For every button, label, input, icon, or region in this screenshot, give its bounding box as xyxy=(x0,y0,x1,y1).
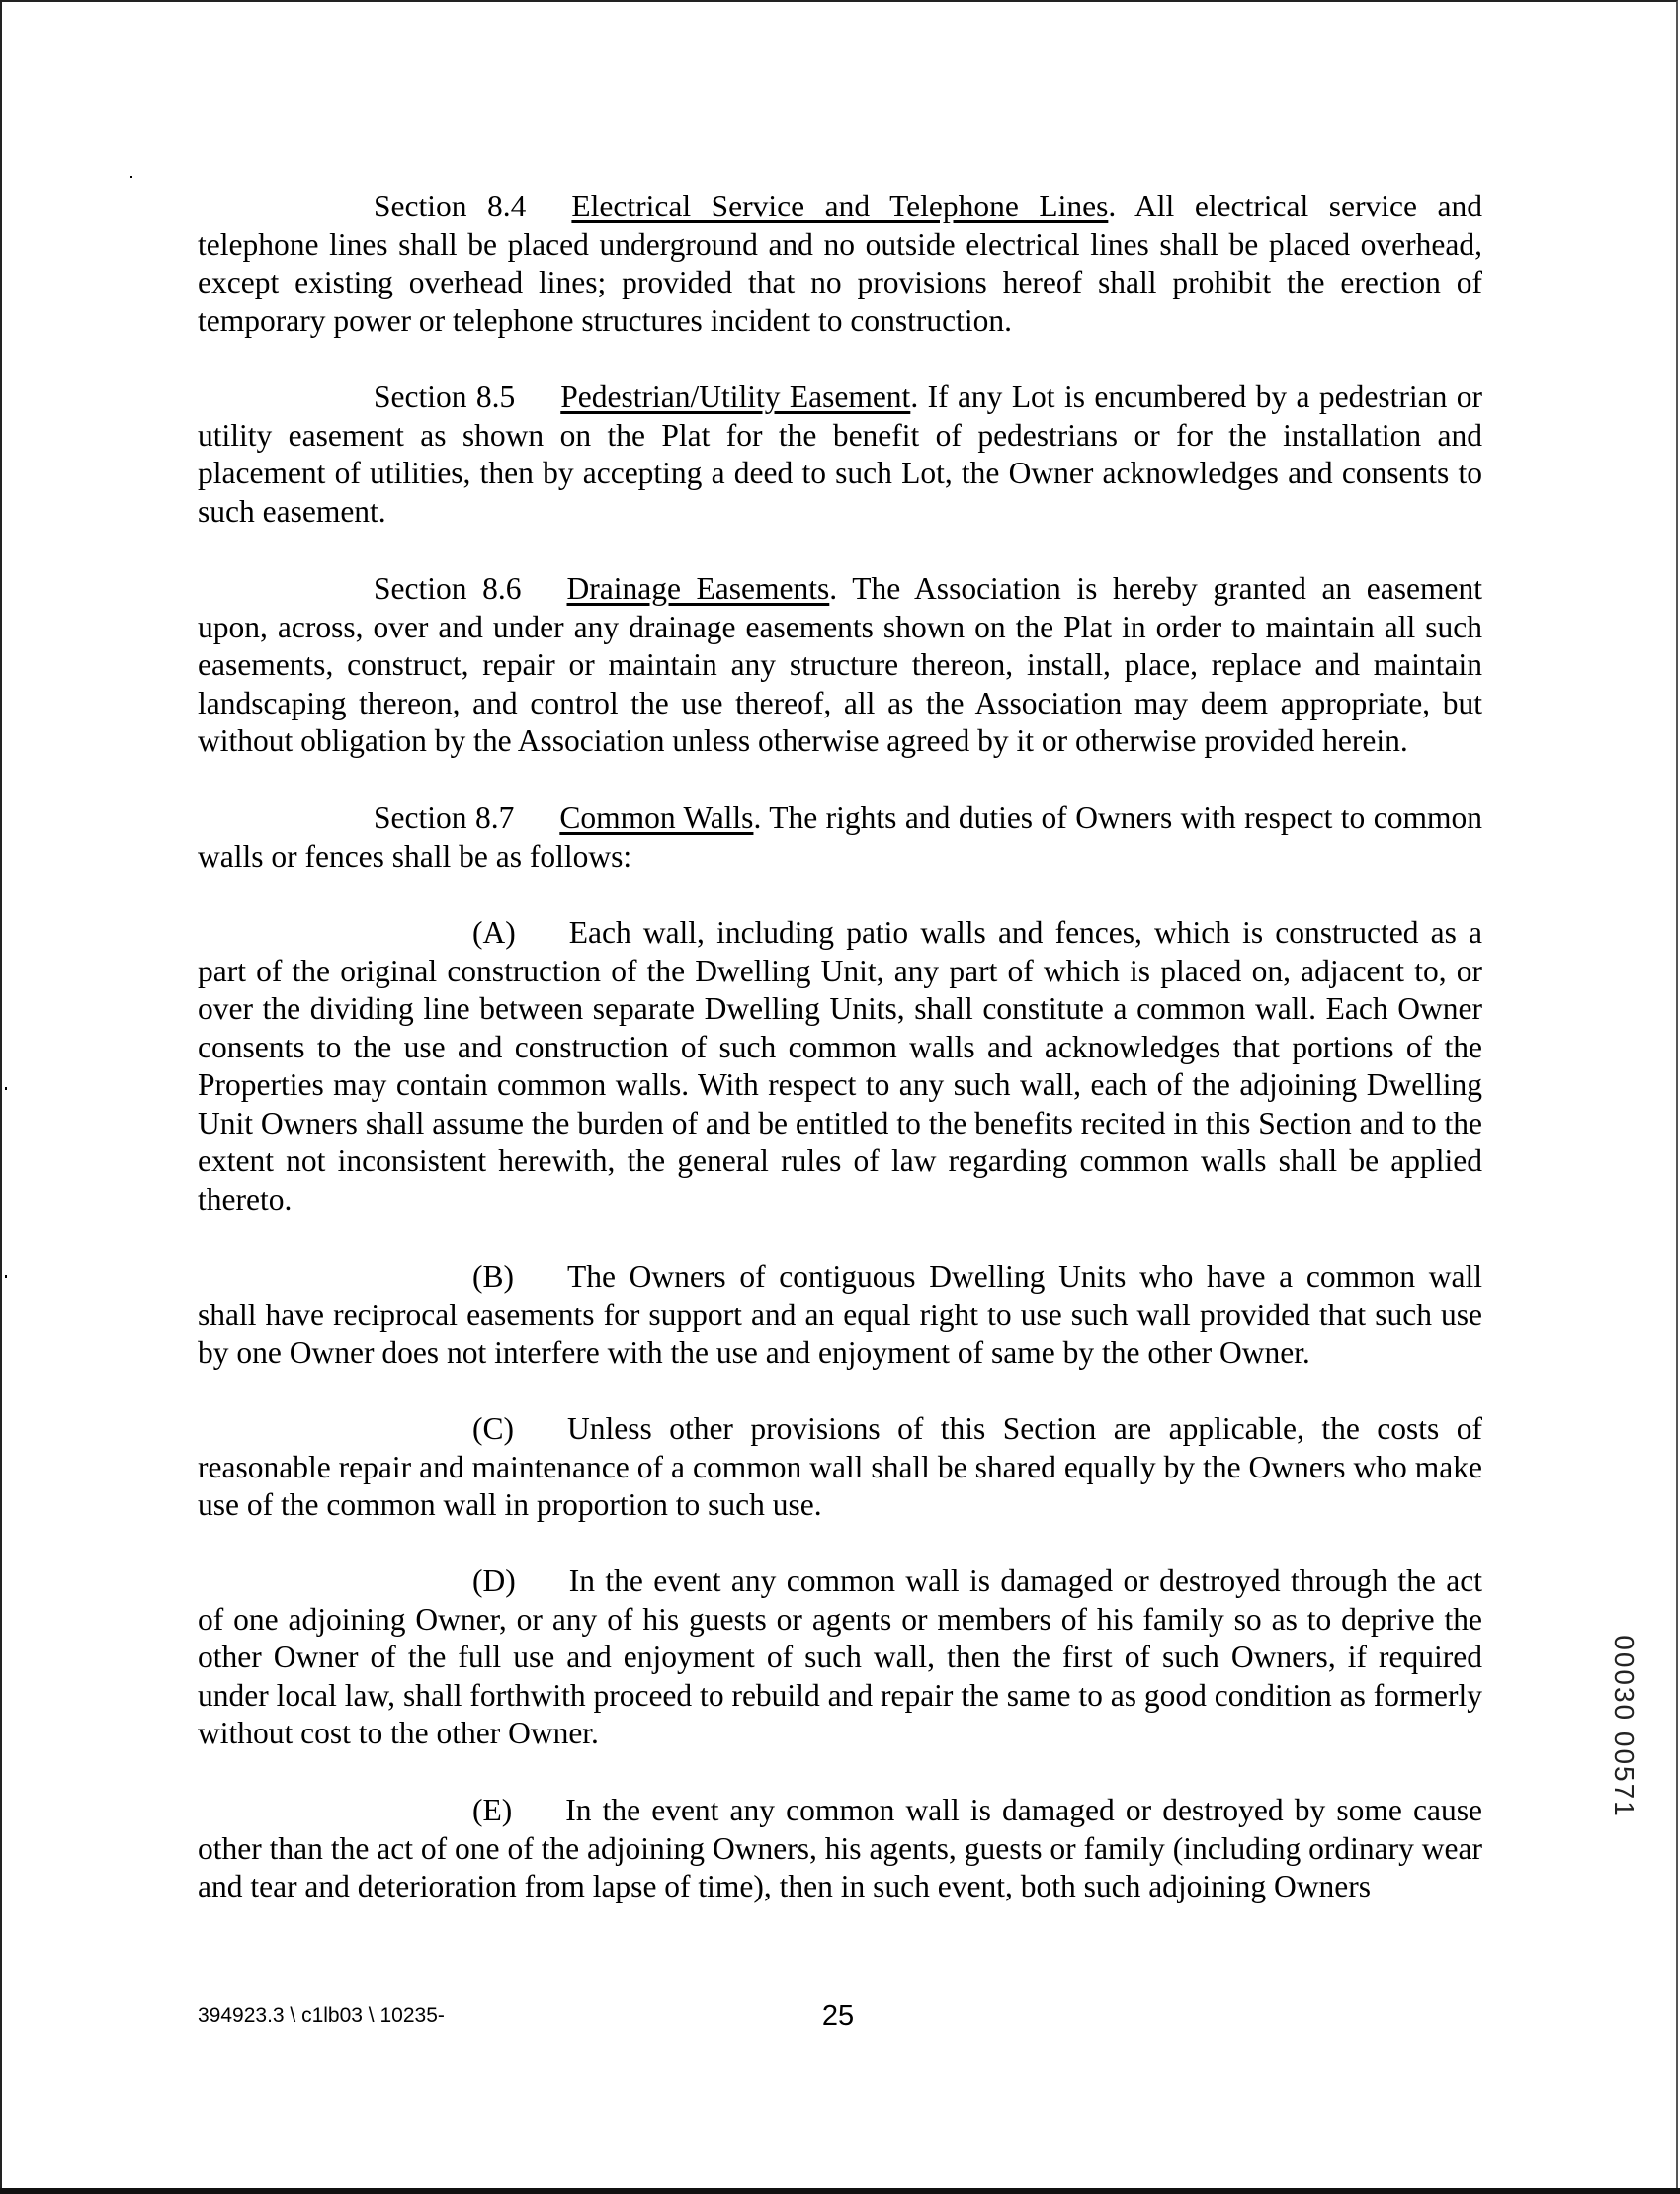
section-8-6 xyxy=(198,570,1482,761)
subsection-e xyxy=(198,1792,1482,1906)
section-label: Section 8.6 xyxy=(374,571,522,606)
margin-stamp-text: 00030 00571 xyxy=(1609,1635,1639,1818)
section-label: Section 8.7 xyxy=(374,801,515,835)
subsection-c xyxy=(198,1410,1482,1525)
section-body: . The Association is hereby granted an easement upon, across, over and under any drainage easements shown on the Plat in order to maintain all such easements, construct, repair or maintain any structure thereon, install, place, replace and maintain landscaping thereon, and control the use thereof, all as the Association may deem appropriate, but without obligation by the Association unless otherwise agreed by it or otherwise provided herein. xyxy=(198,571,1482,758)
subsection-body: The Owners of contiguous Dwelling Units who have a common wall shall have reciprocal easements for support and an equal right to use such wall provided that such use by one Owner does not interfere with the use and enjoyment of same by the other Owner. xyxy=(198,1259,1482,1370)
subsection-label: (E) xyxy=(472,1793,513,1827)
subsection-body: Each wall, including patio walls and fences, which is constructed as a part of the original construction of the Dwelling Unit, any part of which is placed on, adjacent to, or over the dividing line between separate Dwelling Units, shall constitute a common wall. Each Owner consents to the use and construction of such common walls and acknowledges that portions of the Properties may contain common walls. With respect to any such wall, each of the adjoining Dwelling Unit Owners shall assume the burden of and be entitled to the benefits recited in this Section and to the extent not inconsistent herewith, the general rules of law regarding common walls shall be applied thereto. xyxy=(198,915,1482,1217)
subsection-label: (D) xyxy=(472,1563,516,1598)
margin-stamp xyxy=(1607,1593,1640,1860)
section-body: . The rights and duties of Owners with respect to common walls or fences shall be as follows: xyxy=(198,801,1482,874)
section-8-7 xyxy=(198,800,1482,876)
subsection-d xyxy=(198,1562,1482,1753)
subsection-label: (B) xyxy=(472,1259,514,1294)
section-title: Pedestrian/Utility Easement xyxy=(560,380,911,414)
subsection-body: In the event any common wall is damaged or destroyed by some cause other than the act of one of the adjoining Owners, his agents, guests or family (including ordinary wear and tear and deterioration from lapse of time), then in such event, both such adjoining Owners xyxy=(198,1793,1482,1903)
section-title: Electrical Service and Telephone Lines xyxy=(571,189,1109,223)
document-code: 394923.3 \ c1lb03 \ 10235- xyxy=(198,2004,445,2027)
scan-speck xyxy=(5,1087,7,1090)
section-title: Common Walls xyxy=(559,801,754,835)
section-title: Drainage Easements xyxy=(566,571,830,606)
scan-bottom-edge xyxy=(0,2188,1680,2194)
subsection-body: Unless other provisions of this Section are applicable, the costs of reasonable repair and maintenance of a common wall shall be shared equally by the Owners who make use of the common wall in proportion to such use. xyxy=(198,1411,1482,1522)
section-body: . If any Lot is encumbered by a pedestrian or utility easement as shown on the Plat for the benefit of pedestrians or for the installation and placement of utilities, then by accepting a deed to such Lot, the Owner acknowledges and consents to such easement. xyxy=(198,380,1482,529)
page-number: 25 xyxy=(821,2000,855,2032)
subsection-b xyxy=(198,1258,1482,1373)
scan-speck xyxy=(5,1275,7,1278)
section-body: . All electrical service and telephone lines shall be placed underground and no outside electrical lines shall be placed overhead, except existing overhead lines; provided that no provisions hereof shall prohibit the erection of temporary power or telephone structures incident to construction. xyxy=(198,189,1482,338)
section-8-5 xyxy=(198,379,1482,531)
section-label: Section 8.4 xyxy=(374,189,527,223)
subsection-body: In the event any common wall is damaged or destroyed through the act of one adjoining Owner, or any of his guests or agents or members of his family so as to deprive the other Owner of the full use and enjoyment of such wall, then the first of such Owners, if required under local law, shall forthwith proceed to rebuild and repair the same to as good condition as formerly without cost to the other Owner. xyxy=(198,1563,1482,1750)
section-8-4 xyxy=(198,188,1482,340)
subsection-label: (C) xyxy=(472,1411,514,1446)
subsection-label: (A) xyxy=(472,915,516,950)
scan-speck xyxy=(130,176,132,178)
section-label: Section 8.5 xyxy=(374,380,516,414)
subsection-a xyxy=(198,914,1482,1219)
